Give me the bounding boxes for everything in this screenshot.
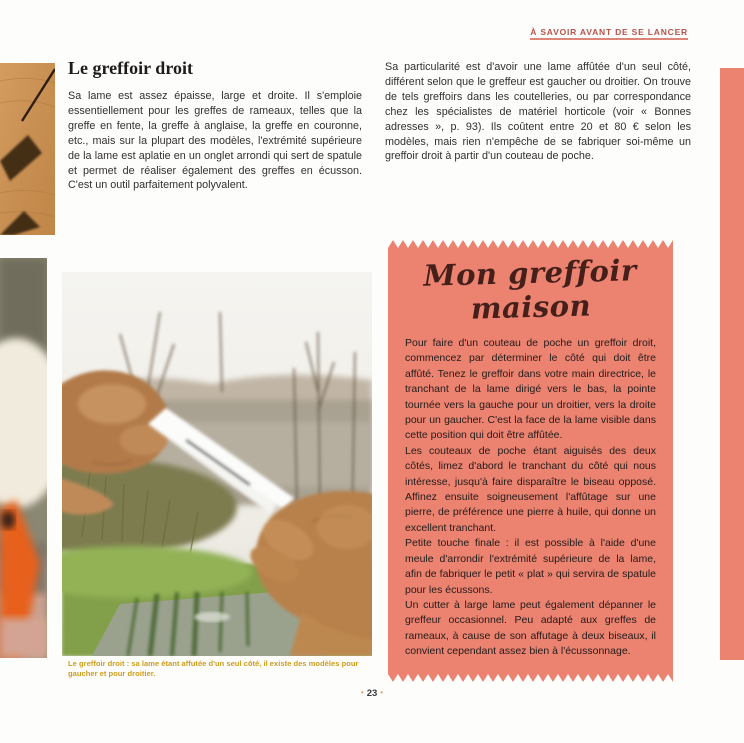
callout-paragraph-3: Petite touche finale : il est possible à l'aide d'une meule d'arrondir l'extrémité supérieure de la lame, afin de fabriquer le petit « plat » qui servira de spatule pour les écussons. xyxy=(405,537,656,596)
bleed-image-wood-texture xyxy=(0,63,55,235)
callout-box xyxy=(388,240,673,682)
callout-paragraph-2: Les couteaux de poche étant aiguisés des deux côtés, limez d'abord le tranchant du côté qui nous intéresse, jusqu'à faire disparaître le biseau opposé. Affinez ensuite soigneusement l'affûtage sur une pierre, de préférence une pierre à huile, qui donne un excellent tranchant. xyxy=(405,444,656,534)
running-head: À SAVOIR AVANT DE SE LANCER xyxy=(530,27,688,40)
page-number-value: 23 xyxy=(366,688,378,699)
page-number-dot-left: • xyxy=(360,688,364,697)
knife-closeup-illustration xyxy=(0,258,47,658)
bleed-image-knife-closeup xyxy=(0,258,47,658)
photo-hands-grafting-knife xyxy=(62,272,372,656)
photo-illustration xyxy=(62,272,372,656)
zigzag-bottom-edge xyxy=(388,674,673,682)
callout-box-title: Mon greffoir maison xyxy=(423,253,638,326)
page-number xyxy=(0,688,744,699)
page-edge-accent-strip xyxy=(720,68,744,660)
page-number-dot-right: • xyxy=(380,688,384,697)
photo-caption: Le greffoir droit : sa lame étant affutée d'un seul côté, il existe des modèles pour gaucher et pour droitier. xyxy=(68,659,359,679)
right-column xyxy=(385,60,691,164)
right-column-paragraph: Sa particularité est d'avoir une lame affûtée d'un seul côté, différent selon que le greffeur est gaucher ou droitier. On trouve de tels greffoirs dans les coutelleries, ou par correspondance chez les spécialistes de matériel horticole (voir « Bonnes adresses », p. 93). Ils coûtent entre 20 et 80 € selon les modèles, mais rien n'empêche de se fabriquer soi-même un greffoir droit à partir d'un couteau de poche. xyxy=(385,61,691,163)
zigzag-top-edge xyxy=(388,240,673,248)
callout-paragraph-1: Pour faire d'un couteau de poche un greffoir droit, commencez par déterminer le côté qui doit être affûté. Tenez le greffoir dans votre main directrice, le tranchant de la lame dirigé vers le bas, la pointe tournée vers la gauche pour un droitier, vers la droite pour un gaucher. C'est la face de la lame visible dans cette position qui doit être affûtée. xyxy=(405,337,656,442)
wood-texture-illustration xyxy=(0,63,55,235)
left-column xyxy=(68,58,362,193)
callout-paragraph-4: Un cutter à large lame peut également dépanner le greffeur occasionnel. Peu adapté aux greffes de rameaux, à cause de son affutage à deux biseaux, il convient cependant assez bien à l'écussonnage. xyxy=(405,598,656,658)
left-column-paragraph: Sa lame est assez épaisse, large et droite. Il s'emploie essentiellement pour les greffes de rameaux, telles que la greffe en fente, la greffe à anglaise, la greffe en couronne, etc., mais sur la plupart des modèles, l'extrémité supérieure de la lame est aplatie en un onglet arrondi qui sert de spatule et permet de réaliser également des greffes en écusson. C'est un outil parfaitement polyvalent. xyxy=(68,90,362,192)
section-title: Le greffoir droit xyxy=(68,58,193,78)
callout-box-body xyxy=(388,248,673,674)
